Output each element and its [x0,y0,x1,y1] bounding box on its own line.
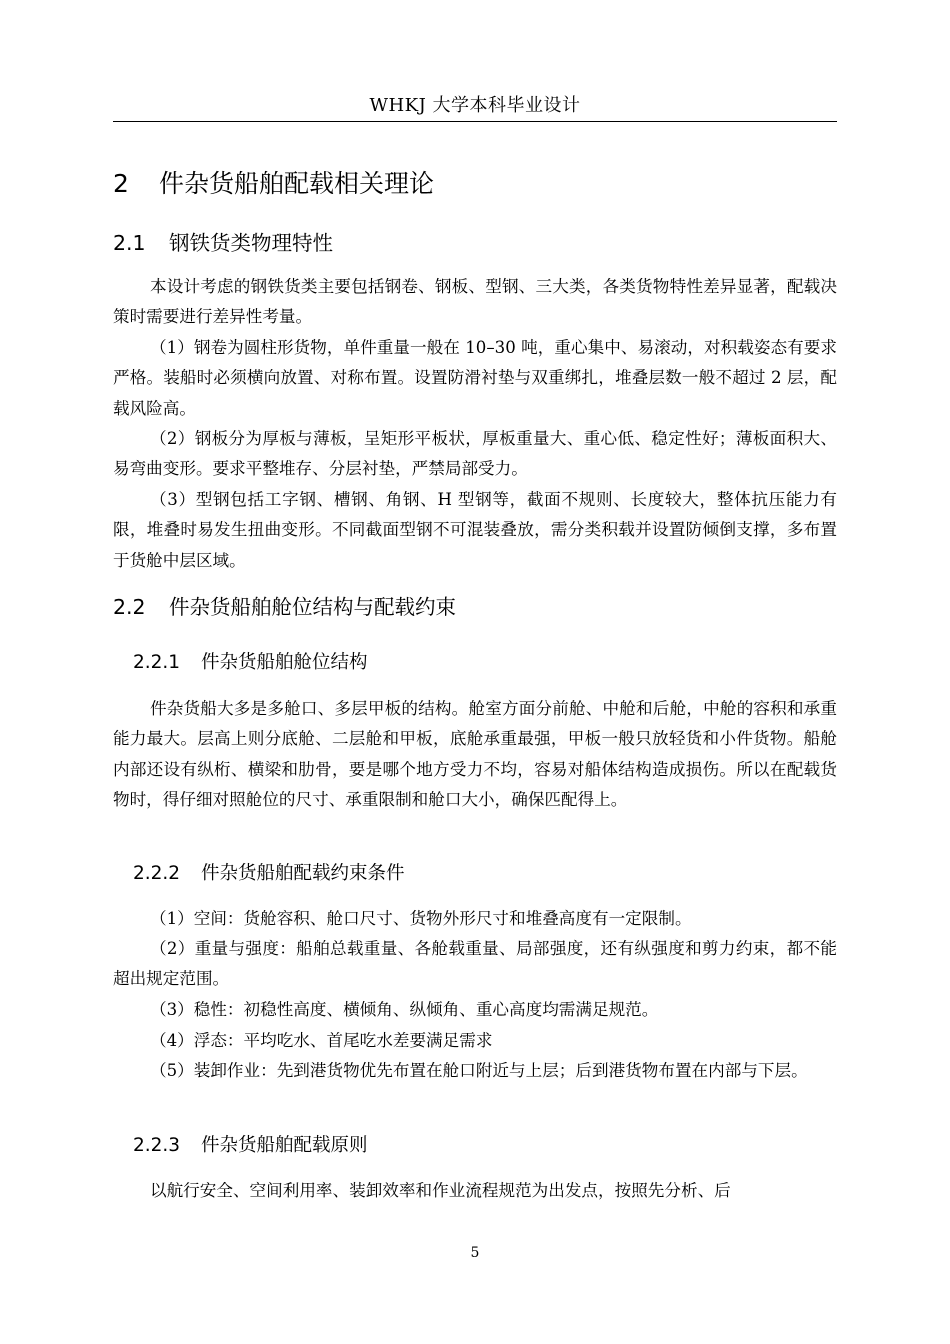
paragraph: 件杂货船大多是多舱口、多层甲板的结构。舱室方面分前舱、中舱和后舱，中舱的容积和承重能力最大。层高上则分底舱、二层舱和甲板，底舱承重最强，甲板一般只放轻货和小件货物。船舱内部还设有纵桁、横梁和肋骨，要是哪个地方受力不均，容易对船体结构造成损伤。所以在配载货物时，得仔细对照舱位的尺寸、承重限制和舱口大小，确保匹配得上。 [113,699,837,809]
subsection-title: 件杂货船舶配载原则 [201,1135,368,1156]
paragraph: （2）钢板分为厚板与薄板，呈矩形平板状，厚板重量大、重心低、稳定性好；薄板面积大、易弯曲变形。要求平整堆存、分层衬垫，严禁局部受力。 [113,429,837,479]
page-header: WHKJ 大学本科毕业设计 [369,95,581,116]
list-item: （1）空间：货舱容积、舱口尺寸、货物外形尺寸和堆叠高度有一定限制。 [150,909,692,928]
chapter-number: 2 [113,169,129,198]
list-item: （3）稳性：初稳性高度、横倾角、纵倾角、重心高度均需满足规范。 [150,1000,659,1019]
paragraph: 本设计考虑的钢铁货类主要包括钢卷、钢板、型钢、三大类，各类货物特性差异显著，配载决策时需要进行差异性考量。 [113,277,837,327]
paragraph: （1）钢卷为圆柱形货物，单件重量一般在 10–30 吨，重心集中、易滚动，对积载姿态有要求严格。装船时必须横向放置、对称布置。设置防滑衬垫与双重绑扎，堆叠层数一般不超过 2 层，配载风险高。 [113,338,837,418]
subsection-2-2-3-heading [133,1133,368,1159]
subsection-title: 件杂货船舶舱位结构 [201,652,368,673]
list-item: （2）重量与强度：船舶总载重量、各舱载重量、局部强度，还有纵强度和剪力约束，都不能超出规定范围。 [113,939,837,989]
header-divider [113,121,837,122]
chapter-title: 件杂货船舶配载相关理论 [159,169,435,198]
section-number: 2.1 [113,231,146,255]
section-number: 2.2 [113,595,146,619]
section-title: 钢铁货类物理特性 [169,231,333,255]
list-item: （4）浮态：平均吃水、首尾吃水差要满足需求 [150,1031,493,1050]
subsection-number: 2.2.1 [133,652,181,673]
paragraph: （3）型钢包括工字钢、槽钢、角钢、H 型钢等，截面不规则、长度较大，整体抗压能力有限，堆叠时易发生扭曲变形。不同截面型钢不可混装叠放，需分类积载并设置防倾倒支撑，多布置于货舱中层区域。 [113,490,837,570]
subsection-2-2-1-heading [133,650,368,676]
subsection-number: 2.2.3 [133,1135,181,1156]
section-title: 件杂货船舶舱位结构与配载约束 [169,595,456,619]
chapter-heading [113,167,434,201]
subsection-title: 件杂货船舶配载约束条件 [201,863,405,884]
list-item: （5）装卸作业：先到港货物优先布置在舱口附近与上层；后到港货物布置在内部与下层。 [150,1061,808,1080]
section-2-1-heading [113,229,333,257]
section-2-2-heading [113,593,456,621]
subsection-number: 2.2.2 [133,863,181,884]
paragraph: 以航行安全、空间利用率、装卸效率和作业流程规范为出发点，按照先分析、后 [150,1181,731,1200]
subsection-2-2-2-heading [133,861,405,887]
page-number: 5 [470,1245,480,1261]
